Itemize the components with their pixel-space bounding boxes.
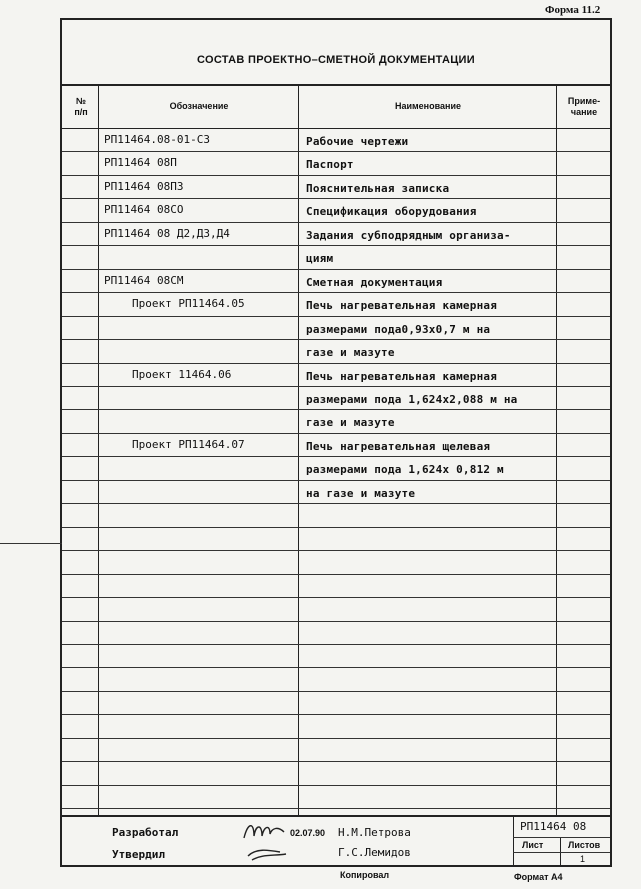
- row-line: [62, 433, 610, 434]
- row-line: [62, 316, 610, 317]
- row-line: [62, 269, 610, 270]
- row-name: Спецификация оборудования: [306, 205, 477, 219]
- row-name: на газе и мазуте: [306, 486, 416, 500]
- developed-label: Разработал: [112, 826, 179, 839]
- row-line: [62, 503, 610, 504]
- row-designation: РП11464.08-01-СЗ: [104, 133, 210, 146]
- developed-date: 02.07.90: [290, 828, 326, 838]
- copied-label: Копировал: [340, 870, 390, 880]
- row-line: [62, 644, 610, 645]
- sheet-label: Лист: [522, 840, 544, 850]
- row-line: [62, 738, 610, 739]
- column-divider-2: [298, 85, 299, 815]
- row-line: [62, 386, 610, 387]
- row-designation: РП11464 08ПЗ: [104, 179, 184, 193]
- row-line: [62, 761, 610, 762]
- row-line: [62, 480, 610, 481]
- row-line: [62, 527, 610, 528]
- header-number: № п/п: [74, 96, 88, 117]
- column-divider-3: [556, 85, 557, 815]
- row-name: Паспорт: [306, 158, 354, 172]
- approved-label: Утвердил: [112, 848, 165, 861]
- sheets-value: 1: [580, 854, 586, 864]
- form-label: Форма 11.2: [545, 4, 601, 16]
- row-line: [62, 714, 610, 715]
- row-name: Рабочие чертежи: [306, 135, 409, 148]
- row-designation: РП11464 08СО: [104, 203, 184, 217]
- row-line: [62, 292, 610, 293]
- format-label: Формат А4: [514, 872, 563, 882]
- row-line: [62, 409, 610, 410]
- column-divider-1: [98, 85, 99, 815]
- approved-name: Г.С.Лемидов: [338, 846, 411, 859]
- row-name: Печь нагревательная камерная: [306, 299, 498, 313]
- row-line: [62, 245, 610, 246]
- row-designation: РП11464 08СМ: [104, 273, 184, 287]
- row-line: [62, 785, 610, 786]
- developed-name: Н.М.Петрова: [338, 826, 411, 839]
- row-line: [62, 339, 610, 340]
- title-separator: [62, 84, 610, 86]
- row-name: размерами пода 1,624х2,088 м на: [306, 392, 518, 406]
- sheets-label: Листов: [568, 840, 601, 850]
- row-line: [62, 456, 610, 457]
- row-designation: РП11464 08 Д2,ДЗ,Д4: [104, 226, 230, 240]
- row-line: [62, 621, 610, 622]
- row-line: [62, 667, 610, 668]
- titleblock-line-2: [513, 852, 610, 853]
- row-line: [62, 222, 610, 223]
- row-name: Сметная документация: [306, 275, 443, 289]
- row-designation: РП11464 08П: [104, 156, 177, 170]
- row-line: [62, 550, 610, 551]
- row-designation: Проект РП11464.05: [132, 297, 245, 311]
- row-name: Пояснительная записка: [306, 181, 450, 195]
- row-line: [62, 808, 610, 809]
- row-name: размерами пода0,93х0,7 м на: [306, 322, 491, 336]
- header-name: Наименование: [394, 101, 462, 111]
- row-line: [62, 151, 610, 152]
- header-bottom-line: [62, 128, 610, 129]
- row-line: [62, 574, 610, 575]
- row-name: газе и мазуте: [306, 416, 395, 430]
- row-line: [62, 175, 610, 176]
- row-name: газе и мазуте: [306, 346, 395, 359]
- row-line: [62, 198, 610, 199]
- titleblock-divider: [513, 815, 514, 867]
- row-name: Задания субподрядным организа-: [306, 228, 511, 242]
- row-designation: Проект РП11464.07: [132, 437, 245, 451]
- row-designation: Проект 11464.06: [132, 367, 232, 381]
- document-code: РП11464 08: [520, 820, 587, 833]
- margin-mark: [0, 543, 62, 544]
- row-name: Печь нагревательная щелевая: [306, 439, 491, 453]
- header-designation: Обозначение: [169, 101, 229, 111]
- titleblock-line-1: [513, 837, 610, 838]
- footer-separator: [62, 815, 610, 817]
- row-name: циям: [306, 252, 334, 266]
- row-line: [62, 597, 610, 598]
- row-line: [62, 363, 610, 364]
- row-line: [62, 691, 610, 692]
- row-name: размерами пода 1,624х 0,812 м: [306, 463, 504, 477]
- document-title: СОСТАВ ПРОЕКТНО–СМЕТНОЙ ДОКУМЕНТАЦИИ: [197, 54, 475, 66]
- row-name: Печь нагревательная камерная: [306, 369, 498, 383]
- header-note: Приме- чание: [567, 96, 601, 117]
- signature-developer: [240, 818, 290, 866]
